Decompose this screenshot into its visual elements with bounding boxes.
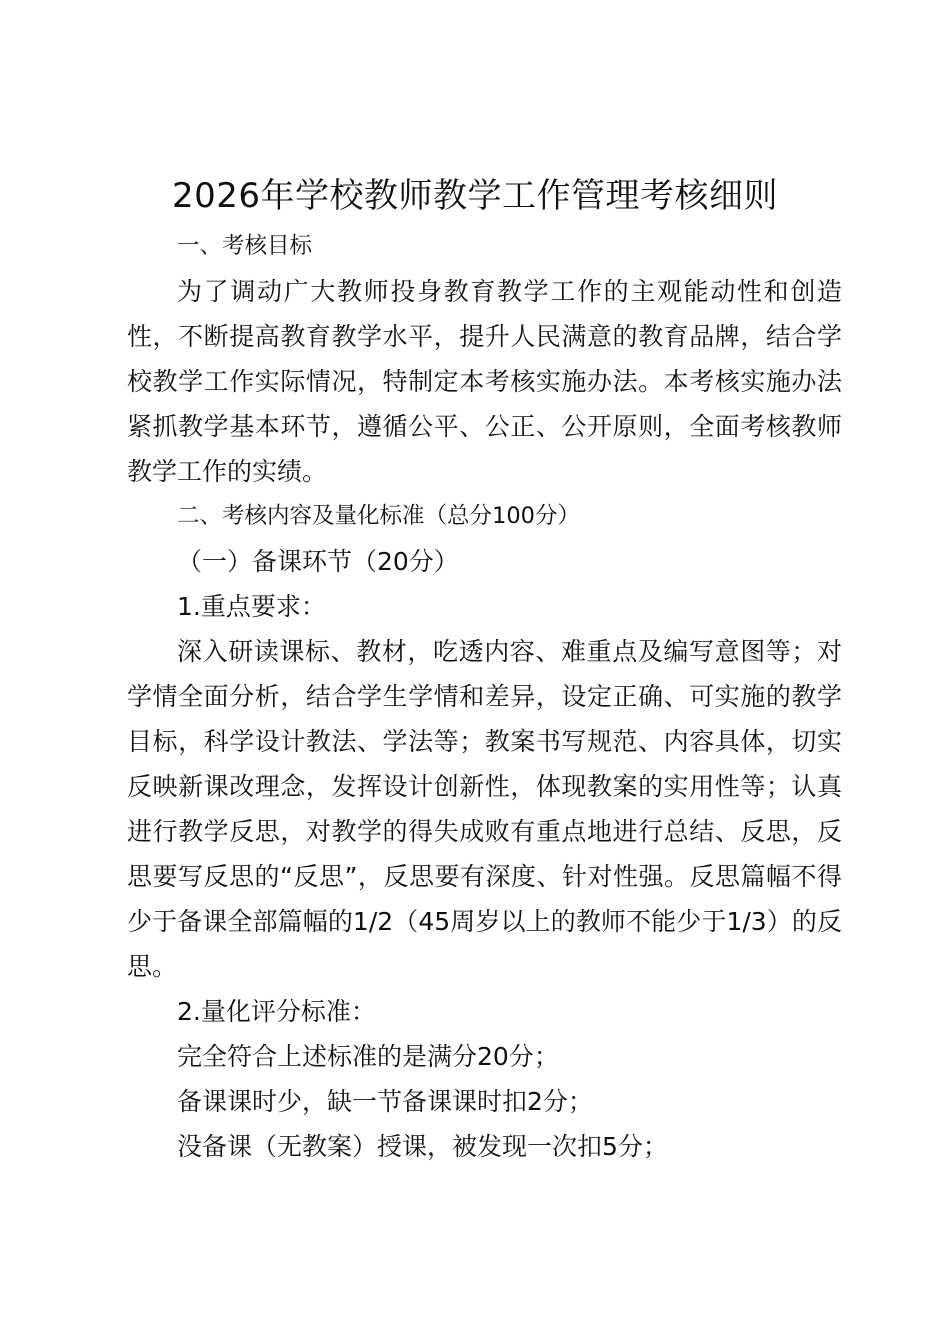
scoring-rule-full-score: 完全符合上述标准的是满分20分； bbox=[177, 1042, 559, 1071]
document-title: 2026年学校教师教学工作管理考核细则 bbox=[171, 176, 779, 216]
scoring-rule-no-lesson-plan: 没备课（无教案）授课，被发现一次扣5分； bbox=[177, 1132, 668, 1161]
document-body bbox=[127, 224, 842, 1169]
section-heading-content: 二、考核内容及量化标准（总分100分） bbox=[177, 503, 580, 529]
section-heading-goal: 一、考核目标 bbox=[177, 233, 313, 259]
item-heading-scoring-standard: 2.量化评分标准： bbox=[177, 997, 376, 1026]
subsection-heading-lesson-prep: （一）备课环节（20分） bbox=[177, 547, 459, 576]
goal-paragraph: 为了调动广大教师投身教育教学工作的主观能动性和创造性，不断提高教育教学水平，提升人民满意的教育品牌，结合学校教学工作实际情况，特制定本考核实施办法。本考核实施办法紧抓教学基本环节，遵循公平、公正、公开原则，全面考核教师教学工作的实绩。 bbox=[127, 277, 842, 486]
item-heading-key-requirements: 1.重点要求： bbox=[177, 592, 326, 621]
requirements-paragraph: 深入研读课标、教材，吃透内容、难重点及编写意图等；对学情全面分析，结合学生学情和差异，设定正确、可实施的教学目标，科学设计教法、学法等；教案书写规范、内容具体，切实反映新课改理念，发挥设计创新性，体现教案的实用性等；认真进行教学反思，对教学的得失成败有重点地进行总结、反思，反思要写反思的“反思”，反思要有深度、针对性强。反思篇幅不得少于备课全部篇幅的1/2（45周岁以上的教师不能少于1/3）的反思。 bbox=[127, 637, 842, 981]
scoring-rule-missing-hours: 备课课时少，缺一节备课课时扣2分； bbox=[177, 1087, 593, 1116]
